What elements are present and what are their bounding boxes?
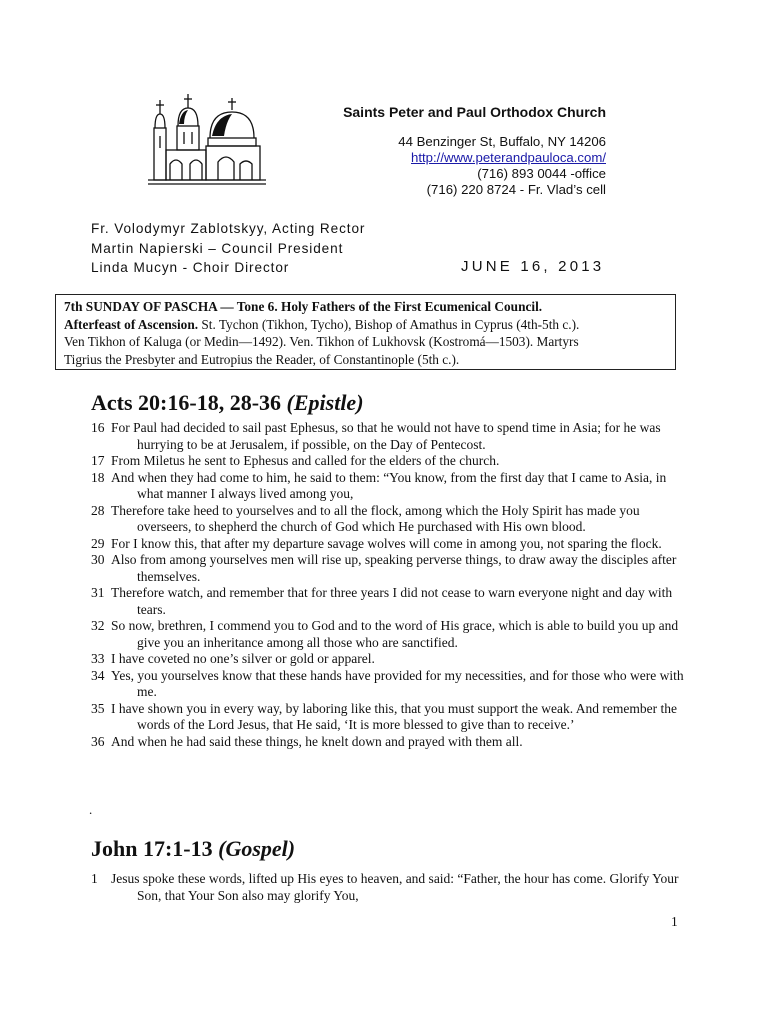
verse-row xyxy=(91,618,691,651)
verse-text: Yes, you yourselves know that these hands have provided for my necessities, and for those who were with me. xyxy=(111,667,684,699)
epistle-reference: Acts 20:16-18, 28-36 xyxy=(91,390,282,415)
verse-row xyxy=(91,470,691,503)
verse-text: For I know this, that after my departure savage wolves will come in among you, not sparing the flock. xyxy=(111,535,662,551)
verse-number: 16 xyxy=(91,420,105,435)
epistle-verses xyxy=(91,420,691,750)
verse-number: 36 xyxy=(91,733,105,749)
gospel-verses xyxy=(91,871,691,904)
epistle-label: (Epistle) xyxy=(286,390,364,415)
feast-info-box xyxy=(55,294,676,370)
verse-text: Jesus spoke these words, lifted up His eyes to heaven, and said: “Father, the hour has come. Glorify Your Son, that Your Son also may glorify You, xyxy=(111,871,679,903)
staff-council-president: Martin Napierski – Council President xyxy=(91,240,344,256)
feast-line-4: Tigrius the Presbyter and Eutropius the Reader, of Constantinople (5th c.). xyxy=(64,351,460,367)
cell-phone: (716) 220 8724 - Fr. Vlad’s cell xyxy=(426,182,606,197)
bulletin-date: JUNE 16, 2013 xyxy=(461,258,605,275)
verse-row xyxy=(91,668,691,701)
verse-number: 1 xyxy=(91,871,98,886)
verse-row xyxy=(91,871,691,904)
feast-line-1: 7th SUNDAY OF PASCHA — Tone 6. Holy Fathers of the First Ecumenical Council. xyxy=(64,299,543,314)
church-building-icon xyxy=(146,92,268,192)
verse-text: From Miletus he sent to Ephesus and called for the elders of the church. xyxy=(111,453,500,468)
verse-text: I have coveted no one’s silver or gold or apparel. xyxy=(111,651,375,666)
church-website-link[interactable]: http://www.peterandpauloca.com/ xyxy=(411,150,606,165)
verse-number: 35 xyxy=(91,700,105,716)
verse-number: 34 xyxy=(91,667,105,683)
verse-row xyxy=(91,420,691,453)
church-address: 44 Benzinger St, Buffalo, NY 14206 xyxy=(398,134,606,149)
gospel-label: (Gospel) xyxy=(218,836,296,861)
verse-text: And when he had said these things, he knelt down and prayed with them all. xyxy=(111,733,523,749)
verse-number: 29 xyxy=(91,535,105,551)
gospel-title xyxy=(91,836,295,862)
staff-choir-director: Linda Mucyn - Choir Director xyxy=(91,260,290,275)
verse-row xyxy=(91,536,691,553)
epistle-title xyxy=(91,390,364,416)
office-phone: (716) 893 0044 -office xyxy=(477,166,606,181)
verse-row xyxy=(91,503,691,536)
verse-text: Also from among yourselves men will rise up, speaking perverse things, to draw away the disciples after themselves. xyxy=(111,552,677,584)
verse-number: 30 xyxy=(91,552,105,567)
verse-row xyxy=(91,552,691,585)
feast-line-2: St. Tychon (Tikhon, Tycho), Bishop of Amathus in Cyprus (4th-5th c.). xyxy=(198,316,580,332)
verse-number: 28 xyxy=(91,502,105,518)
verse-number: 18 xyxy=(91,469,105,485)
verse-row xyxy=(91,651,691,668)
verse-row xyxy=(91,701,691,734)
verse-text: I have shown you in every way, by laboring like this, that you must support the weak. And remember the words of the Lord Jesus, that He said, ‘It is more blessed to give than to receive.’ xyxy=(111,700,678,732)
verse-row xyxy=(91,453,691,470)
church-name: Saints Peter and Paul Orthodox Church xyxy=(343,104,606,120)
verse-number: 31 xyxy=(91,585,105,600)
verse-row xyxy=(91,585,691,618)
feast-line-3: Ven Tikhon of Kaluga (or Medin—1492). Ven. Tikhon of Lukhovsk (Kostromá—1503). Martyrs xyxy=(64,334,579,350)
verse-text: So now, brethren, I commend you to God and to the word of His grace, which is able to build you up and give you an inheritance among all those who are sanctified. xyxy=(111,618,679,650)
separator-dot: . xyxy=(89,802,93,817)
church-contact-block xyxy=(343,104,606,198)
gospel-reference: John 17:1-13 xyxy=(91,836,213,861)
staff-list xyxy=(91,219,365,278)
verse-row xyxy=(91,734,691,751)
staff-rector: Fr. Volodymyr Zablotskyy, Acting Rector xyxy=(91,221,366,236)
verse-text: For Paul had decided to sail past Ephesus, so that he would not have to spend time in Asia; for he was hurrying to be at Jerusalem, if possible, on the Day of Pentecost. xyxy=(111,420,661,452)
verse-text: And when they had come to him, he said to them: “You know, from the first day that I came to Asia, in what manner I always lived among you, xyxy=(111,469,667,501)
feast-afterfeast: Afterfeast of Ascension. xyxy=(64,316,199,332)
page-number: 1 xyxy=(671,914,678,929)
verse-number: 32 xyxy=(91,618,105,633)
verse-text: Therefore take heed to yourselves and to all the flock, among which the Holy Spirit has made you overseers, to shepherd the church of God which He purchased with His own blood. xyxy=(111,502,640,534)
verse-text: Therefore watch, and remember that for three years I did not cease to warn everyone night and day with tears. xyxy=(111,585,673,617)
verse-number: 17 xyxy=(91,453,105,468)
verse-number: 33 xyxy=(91,651,105,666)
